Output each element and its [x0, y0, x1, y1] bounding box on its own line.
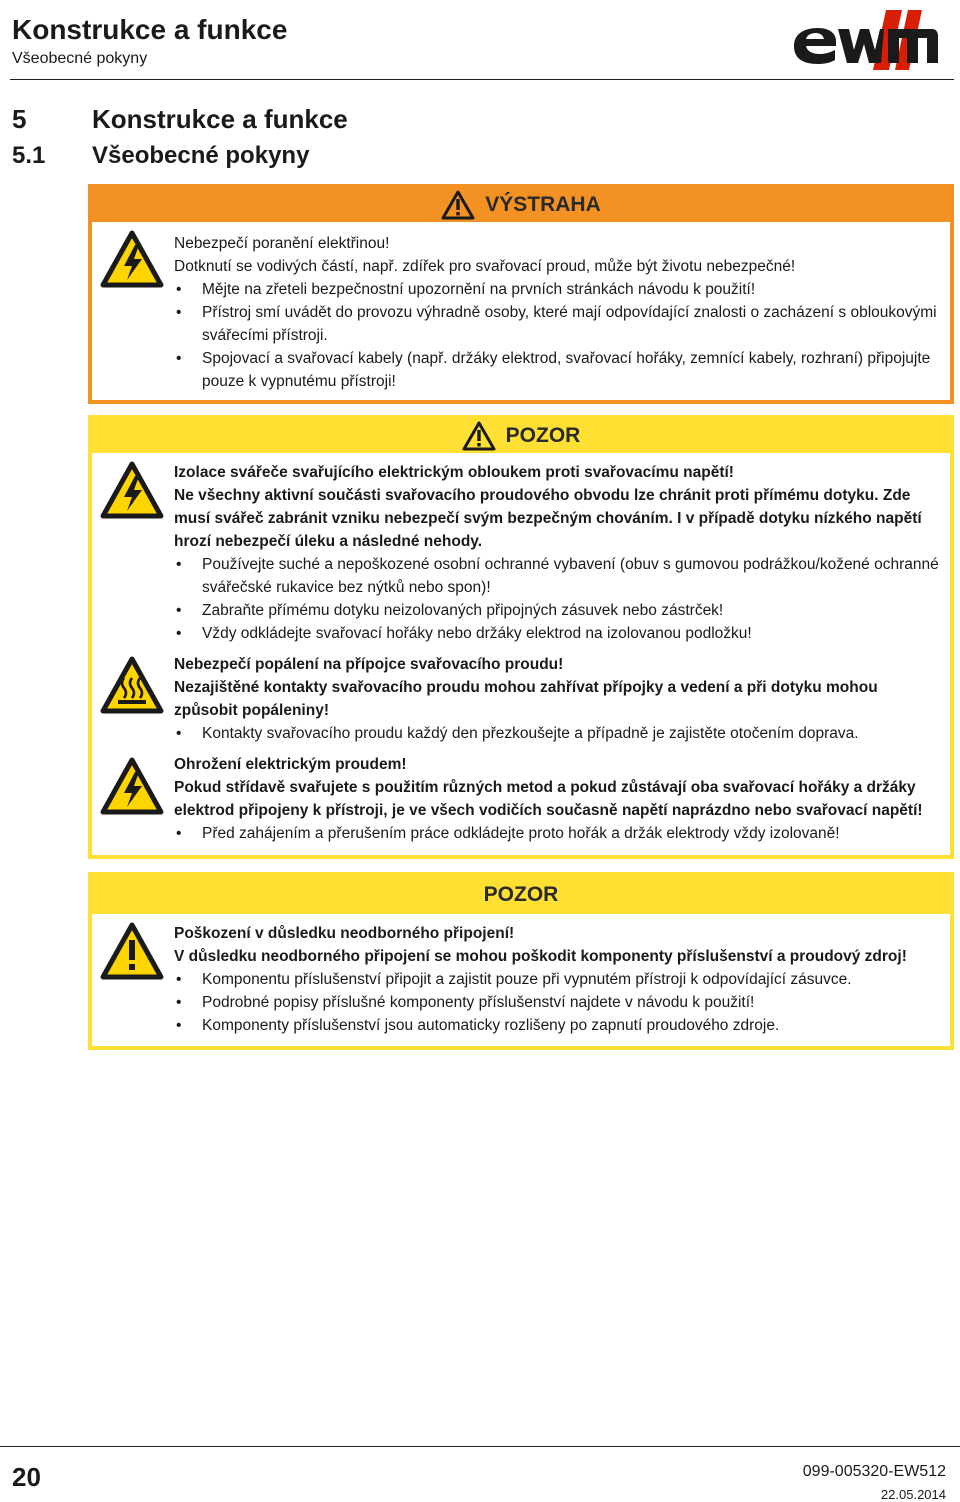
caution-1-heading-1: Izolace svářeče svařujícího elektrickým obloukem proti svařovacímu napětí! [174, 464, 734, 481]
high-voltage-icon [100, 757, 164, 815]
warning-text-2: Dotknutí se vodivých částí, např. zdířek pro svařovací proud, může být životu nebezpečné! [174, 258, 796, 275]
caution-2-heading: Poškození v důsledku neodborného připojení! [174, 925, 515, 942]
warning-text-1: Nebezpečí poranění elektřinou! [174, 235, 390, 252]
caution-box-1 [88, 415, 954, 859]
caution-1-text-1: Ne všechny aktivní součásti svařovacího proudového obvodu lze chránit proti přímému dotyku. Zde musí svářeč zabránit vzniku nebezpečí svým bezpečným chováním. I v případě dotyku nízkého napětí hrozí nebezpečí úleku a následné nehody. [174, 487, 922, 550]
section-heading-5-1 [12, 142, 309, 170]
caution-bar-2 [92, 876, 950, 914]
warning-content [174, 232, 942, 393]
warning-bar [92, 188, 950, 222]
page-header-title: Konstrukce a funkce [12, 14, 288, 45]
section-heading-5 [12, 104, 348, 135]
document-number: 099-005320-EW512 [802, 1463, 946, 1480]
caution-triangle-icon [462, 421, 496, 451]
caution-1-bullet-5: • Před zahájením a přerušením práce odkládejte proto hořák a držák elektrody vždy izolovaně! [174, 822, 942, 845]
warning-bullet-3: • Spojovací a svařovací kabely (např. držáky elektrod, svařovací hořáky, zemnící kabely, rozhraní) připojujte pouze k vypnutému přístroji! [174, 347, 942, 393]
caution-box-2 [88, 872, 954, 1050]
page-number: 20 [12, 1462, 41, 1492]
header-divider [10, 79, 954, 80]
caution-1-bullet-3: • Vždy odkládejte svařovací hořáky nebo držáky elektrod na izolovanou podložku! [174, 622, 942, 645]
caution-2-bullet-2: • Podrobné popisy příslušné komponenty příslušenství najdete v návodu k použití! [174, 991, 942, 1014]
caution-1-bullet-4: • Kontakty svařovacího proudu každý den přezkoušejte a případně je zajistěte otočením doprava. [174, 722, 942, 745]
caution-1-heading-2: Nebezpečí popálení na přípojce svařovacího proudu! [174, 656, 564, 673]
warning-bullet-2: • Přístroj smí uvádět do provozu výhradně osoby, které mají odpovídající znalosti o zacházení s obloukovými svářecími přístroji. [174, 301, 942, 347]
section-number: 5 [12, 104, 27, 134]
caution-1-heading-3: Ohrožení elektrickým proudem! [174, 756, 407, 773]
caution-1-text-2: Nezajištěné kontakty svařovacího proudu mohou zahřívat přípojky a vedení a při dotyku mohou způsobit popáleniny! [174, 679, 878, 719]
hot-surface-icon [100, 656, 164, 714]
caution-2-content [174, 922, 942, 1037]
caution-label-2: POZOR [483, 883, 559, 906]
caution-1-text-3: Pokud střídavě svařujete s použitím různých metod a pokud zůstávají oba svařovací hořáky a držáky elektrod připojeny k přístroji, je ve všech vodičích současně napětí naprázdno nebo svařovací napětí! [174, 779, 923, 819]
caution-2-text: V důsledku neodborného připojení se mohou poškodit komponenty příslušenství a proudový zdroj! [174, 948, 907, 965]
footer-divider [0, 1446, 960, 1447]
caution-1-content [174, 461, 942, 845]
page-header-subtitle: Všeobecné pokyny [12, 50, 148, 67]
caution-1-bullet-1: • Používejte suché a nepoškozené osobní ochranné vybavení (obuv s gumovou podrážkou/kožené ochranné svářečské rukavice bez nýtků nebo spon)! [174, 553, 942, 599]
subsection-title: Všeobecné pokyny [92, 142, 310, 169]
caution-2-bullet-3: • Komponenty příslušenství jsou automaticky rozlišeny po zapnutí proudového zdroje. [174, 1014, 942, 1037]
warning-box [88, 184, 954, 404]
high-voltage-icon [100, 230, 164, 288]
caution-bar-1 [92, 419, 950, 453]
document-date: 22.05.2014 [880, 1487, 946, 1502]
warning-label: VÝSTRAHA [485, 193, 601, 216]
caution-label-1: POZOR [505, 424, 581, 447]
subsection-number: 5.1 [12, 142, 46, 169]
high-voltage-icon [100, 461, 164, 519]
general-warning-icon [100, 922, 164, 980]
section-title: Konstrukce a funkce [92, 104, 348, 134]
warning-triangle-icon [441, 190, 475, 220]
warning-bullet-1: • Mějte na zřeteli bezpečnostní upozornění na prvních stránkách návodu k použití! [174, 278, 942, 301]
ewm-logo [790, 8, 940, 72]
caution-1-bullet-2: • Zabraňte přímému dotyku neizolovaných připojných zásuvek nebo zástrček! [174, 599, 942, 622]
caution-2-bullet-1: • Komponentu příslušenství připojit a zajistit pouze při vypnutém přístroji k odpovídající zásuvce. [174, 968, 942, 991]
